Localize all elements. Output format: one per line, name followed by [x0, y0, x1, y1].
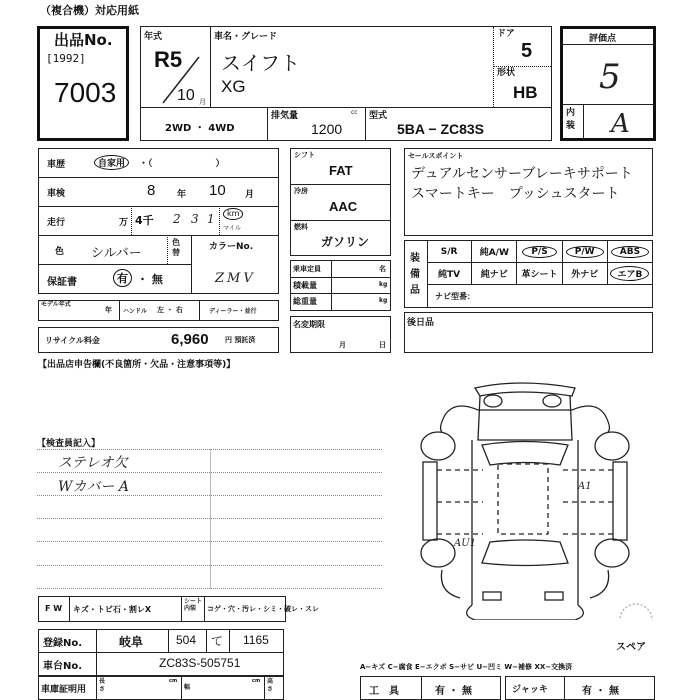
equipment-tv: 純TV: [427, 263, 472, 284]
handle-label: ハンドル: [123, 308, 148, 315]
later-items-box: [404, 312, 653, 353]
displacement-label: 排気量: [271, 111, 299, 121]
equipment-leather: 革シート: [517, 263, 562, 284]
body-shape: HB: [513, 83, 538, 102]
month-value: 10: [177, 87, 195, 104]
tools-value: 有 ・ 無: [435, 686, 472, 697]
registration-region: 岐阜: [119, 635, 144, 649]
color-no-label: カラーNo.: [209, 242, 254, 252]
recycle-row: [38, 327, 279, 353]
damage-mark: A1: [578, 481, 592, 492]
mileage-digit: 1: [207, 212, 215, 226]
weight-unit: kg: [379, 297, 388, 304]
equipment-abs: ABS: [608, 241, 652, 262]
equipment-box: [404, 240, 653, 308]
recycle-fee: 6,960: [171, 331, 209, 348]
color-label: 色: [55, 247, 65, 257]
load-unit: kg: [379, 281, 388, 288]
mileage-digit: 3: [191, 212, 199, 226]
capacity-label: 乗車定員: [293, 265, 321, 273]
color-change-label: 色替: [172, 238, 180, 257]
color-no-value: ZMV: [215, 271, 256, 286]
cm-unit: cm: [252, 678, 261, 684]
interior-label: 内装: [566, 108, 576, 131]
weight-label: 総重量: [293, 297, 317, 306]
equipment-airbag: エアB: [608, 263, 652, 284]
sales-point-line: スマートキー プッシュスタート: [411, 186, 620, 202]
garage-row: [38, 676, 284, 700]
name-change-day: 日: [379, 341, 386, 349]
fw-label: F W: [45, 604, 63, 613]
fuel-value: ガソリン: [321, 235, 370, 249]
month-unit: 月: [199, 98, 206, 106]
sales-point-box: [404, 148, 653, 236]
mileage-thousands: 4千: [135, 214, 154, 227]
jack-value: 有 ・ 無: [582, 686, 619, 697]
chassis-number: ZC83S-505751: [159, 656, 241, 670]
capacity-unit: 名: [379, 265, 386, 273]
recycle-label: リサイクル料金: [45, 336, 100, 345]
inspector-note: Wカバー A: [58, 479, 129, 495]
mileage-digit: 2: [173, 212, 181, 226]
seller-notes-label: 【出品店申告欄(不良箇所・欠品・注意事項等)】: [38, 360, 236, 370]
warranty-no: ・ 無: [137, 273, 163, 286]
history-box: [38, 148, 279, 294]
car-damage-diagram: [400, 370, 700, 620]
inspector-label: 【検査員記入】: [37, 439, 101, 449]
score-box: [560, 26, 656, 141]
tools-label: 工 具: [369, 686, 399, 697]
garage-label: 車庫証明用: [41, 685, 87, 695]
inspection-year: 8: [147, 182, 156, 199]
color-value: シルバー: [91, 246, 142, 261]
score-label: 評価点: [589, 34, 617, 44]
shift-label: シフト: [294, 151, 315, 159]
vehicle-name: スイフト: [221, 51, 300, 75]
fw-row: [38, 596, 319, 622]
mileage-label: 走行: [47, 218, 66, 228]
equipment-ext-navi: 外ナビ: [563, 263, 608, 284]
lot-number: 7003: [54, 77, 117, 108]
equipment-navi: 純ナビ: [472, 263, 517, 284]
sales-point-label: セールスポイント: [408, 152, 464, 160]
ac-value: AAC: [329, 199, 358, 214]
ac-label: 冷房: [294, 187, 308, 195]
specs-box: [290, 148, 391, 256]
shape-label: 形状: [497, 68, 516, 78]
name-change-month: 月: [339, 341, 346, 349]
overall-score: 5: [599, 57, 621, 97]
history-other: ・（ ）: [139, 159, 225, 169]
mile-label: マイル: [223, 225, 241, 232]
height-label: 高さ: [267, 678, 274, 693]
private-use-circled: 自家用: [94, 155, 129, 170]
handle-options: 左 ・ 右: [157, 306, 183, 314]
registration-box: [38, 629, 284, 676]
sales-point-line: デュアルセンサーブレーキサポート: [411, 166, 633, 182]
cm-unit: cm: [169, 678, 178, 684]
door-label: ドア: [497, 29, 515, 39]
registration-label: 登録No.: [43, 638, 83, 649]
vehicle-info-box: [140, 26, 552, 141]
lot-number-box: [37, 26, 129, 141]
cc-unit: cc: [351, 109, 358, 116]
equipment-power-steering: P/S: [517, 241, 562, 262]
name-label: 車名・グレード: [214, 32, 278, 42]
drive-type: 2WD ・ 4WD: [165, 123, 235, 134]
registration-class: 504: [176, 633, 197, 647]
model-year-unit: 年: [105, 306, 112, 314]
shift-value: FAT: [329, 163, 353, 178]
model-label: 型式: [369, 111, 388, 121]
name-change-label: 名変期限: [293, 320, 325, 329]
vehicle-grade: XG: [221, 77, 246, 96]
registration-number: 1165: [243, 633, 269, 647]
equipment-row-2: [427, 263, 652, 284]
year-unit: 年: [177, 190, 187, 200]
equipment-label: 装備品: [410, 253, 420, 296]
equipment-row-1: [427, 241, 652, 262]
spare-label: スペア: [616, 642, 646, 653]
inspection-month: 10: [209, 182, 226, 199]
registration-kana: て: [211, 634, 224, 648]
capacity-box: [290, 260, 391, 311]
model-year-label: モデル年式: [41, 301, 71, 308]
month-unit: 月: [245, 190, 255, 200]
seat-label: シート内装: [184, 598, 203, 612]
displacement-value: 1200: [311, 121, 343, 137]
interior-score: A: [611, 109, 630, 139]
equipment-alloy-wheel: 純A/W: [472, 241, 517, 262]
mileage-man: 万: [119, 218, 129, 228]
year-value: R5: [154, 47, 183, 72]
chassis-label: 車台No.: [43, 661, 83, 672]
seat-items: コゲ・穴・汚レ・シミ・破レ・スレ: [207, 605, 319, 613]
year-label: 年式: [144, 32, 163, 42]
later-items-label: 後日品: [407, 318, 435, 328]
inspection-label: 車検: [47, 189, 66, 199]
dealer-options: ディーラー・並行: [209, 308, 257, 315]
lot-code: [1992]: [46, 52, 86, 65]
width-label: 幅: [184, 684, 191, 691]
inspector-note: ステレオ欠: [58, 455, 128, 471]
navi-model-label: ナビ型番：: [435, 292, 475, 301]
name-change-box: [290, 316, 391, 353]
fw-items: キズ・トビ石・割レX: [73, 605, 152, 614]
load-label: 積載量: [293, 281, 317, 290]
equipment-sunroof: S/R: [427, 241, 472, 262]
lot-label: 出品No.: [54, 31, 113, 49]
damage-legend: A−キズ C−腐食 E−エクボ S−サビ U−凹ミ W−補修 XX−交換済: [360, 663, 573, 671]
tools-box: [360, 676, 501, 700]
history-label: 車歴: [47, 160, 66, 170]
fuel-label: 燃料: [294, 223, 308, 231]
jack-label: ジャッキ: [512, 685, 548, 695]
km-circled: km: [223, 208, 243, 220]
model-code: 5BA − ZC83S: [397, 121, 485, 137]
door-count: 5: [521, 40, 533, 62]
warranty-label: 保証書: [47, 277, 77, 288]
equipment-power-window: P/W: [563, 241, 608, 262]
jack-box: [505, 676, 655, 700]
damage-mark: AU1: [454, 538, 477, 549]
warranty-yes-circled: 有: [113, 269, 132, 287]
recycle-unit: 円 預託済: [225, 336, 256, 344]
form-title: （複合機）対応用紙: [40, 4, 139, 17]
length-label: 長さ: [99, 678, 106, 693]
model-year-row: [38, 300, 279, 321]
